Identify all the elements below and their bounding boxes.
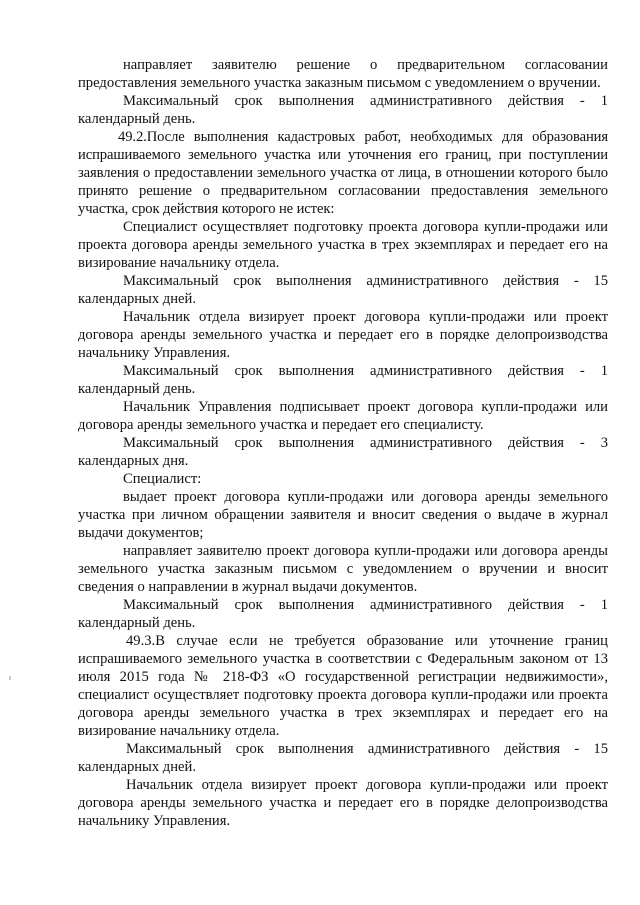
paragraph-head-of-directorate-signs: Начальник Управления подписывает проект договора купли-продажи или договора аренды земельного участка и передает его специалисту. [78, 399, 608, 433]
paragraph-head-of-department-approves-b: Начальник отдела визирует проект договора купли-продажи или проект договора аренды земельного участка и передает его в порядке делопроизводства начальнику Управления. [78, 777, 608, 829]
paragraph-deadline-15-days: Максимальный срок выполнения административного действия - 15 календарных дней. [78, 273, 608, 307]
paragraph-deadline-1-day-b: Максимальный срок выполнения административного действия - 1 календарный день. [78, 363, 608, 397]
paragraph-send-by-mail: направляет заявителю проект договора купли-продажи или договора аренды земельного участка заказным письмом с уведомлением о вручении и вносит сведения о направлении в журнал выдачи документов. [78, 543, 608, 595]
scan-speck [9, 676, 11, 680]
paragraph-deadline-3-days: Максимальный срок выполнения административного действия - 3 календарных дня. [78, 435, 608, 469]
paragraph-section-49-3: 49.3.В случае если не требуется образование или уточнение границ испрашиваемого земельного участка в соответствии с Федеральным законом от 13 июля 2015 года № 218-ФЗ «О государственной регистрации недвижимости», специалист осуществляет подготовку проекта договора купли-продажи или проекта договора аренды земельного участка в трех экземплярах и передает его на визирование начальнику отдела. [78, 633, 608, 739]
paragraph-send-decision: направляет заявителю решение о предварительном согласовании предоставления земельного участка заказным письмом с уведомлением о вручении. [78, 57, 608, 91]
paragraph-specialist-heading: Специалист: [123, 471, 202, 487]
paragraph-specialist-prepares: Специалист осуществляет подготовку проекта договора купли-продажи или проекта договора аренды земельного участка в трех экземплярах и передает его на визирование начальнику отдела. [78, 219, 608, 271]
paragraph-section-49-2: 49.2.После выполнения кадастровых работ, необходимых для образования испрашиваемого земельного участка или уточнения его границ, при поступлении заявления о предоставлении земельного участка от лица, в отношении которого было принято решение о предварительном согласовании предоставления земельного участка, срок действия которого не истек: [78, 129, 608, 217]
paragraph-deadline-15-days-b: Максимальный срок выполнения административного действия - 15 календарных дней. [78, 741, 608, 775]
paragraph-deadline-1-day-c: Максимальный срок выполнения административного действия - 1 календарный день. [78, 597, 608, 631]
paragraph-head-of-department-approves: Начальник отдела визирует проект договора купли-продажи или проект договора аренды земельного участка и передает его в порядке делопроизводства начальнику Управления. [78, 309, 608, 361]
paragraph-deadline-1-day: Максимальный срок выполнения административного действия - 1 календарный день. [78, 93, 608, 127]
document-body [78, 56, 608, 830]
paragraph-issue-in-person: выдает проект договора купли-продажи или договора аренды земельного участка при личном обращении заявителя и вносит сведения о выдаче в журнал выдачи документов; [78, 489, 608, 541]
